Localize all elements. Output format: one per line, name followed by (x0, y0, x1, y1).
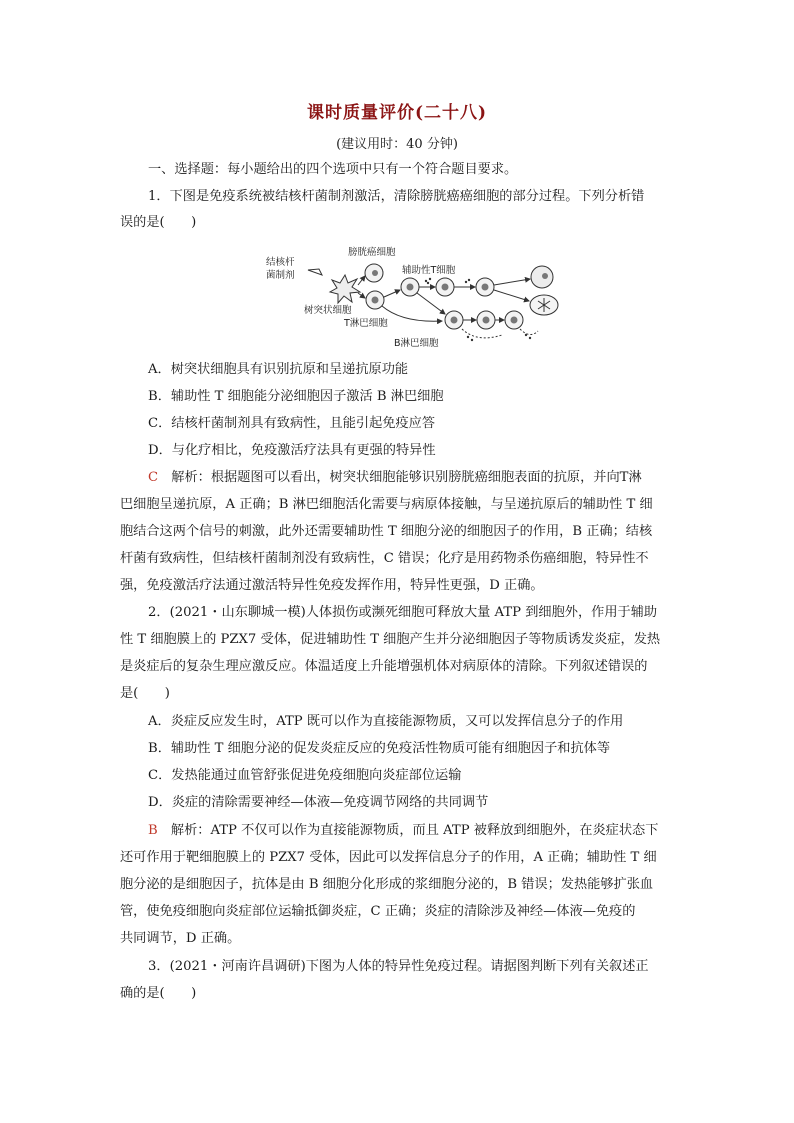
q1-option: C．结核杆菌制剂具有致病性，且能引起免疫应答 (148, 416, 436, 431)
q1-option: B．辅助性 T 细胞能分泌细胞因子激活 B 淋巴细胞 (148, 389, 444, 404)
q2-analysis-line: 胞分泌的是细胞因子，抗体是由 B 细胞分化形成的浆细胞分泌的，B 错误；发热能够扩张血 (120, 877, 654, 892)
section-heading: 一、选择题：每小题给出的四个选项中只有一个符合题目要求。 (148, 162, 518, 177)
q2-option: A．炎症反应发生时，ATP 既可以作为直接能源物质，又可以发挥信息分子的作用 (148, 714, 624, 729)
q2-stem-line: 是炎症后的复杂生理应激反应。体温适度上升能增强机体对病原体的清除。下列叙述错误的 (120, 659, 648, 674)
label-bcg-2: 菌制剂 (266, 270, 295, 281)
q1-analysis-line: C 解析：根据题图可以看出，树突状细胞能够识别膀胱癌细胞表面的抗原，并向T淋 (148, 470, 642, 485)
plasma-cell-nucleus (511, 317, 518, 324)
dendritic-cell (330, 275, 360, 303)
cytotoxic-t-cell-nucleus (482, 284, 489, 291)
q2-analysis-line: 共同调节，D 正确。 (120, 931, 241, 946)
q2-analysis-line: B 解析：ATP 不仅可以作为直接能源物质，而且 ATP 被释放到细胞外，在炎症状态下 (148, 823, 659, 838)
target-cancer-cell-nucleus (542, 273, 548, 279)
cytotoxic-t-cell-nucleus (442, 284, 449, 291)
page-title: 课时质量评价(二十八) (306, 103, 488, 123)
q2-option: B．辅助性 T 细胞分泌的促发炎症反应的免疫活性物质可能有细胞因子和抗体等 (148, 741, 611, 756)
q2-analysis-line: 管，使免疫细胞向炎症部位运输抵御炎症，C 正确；炎症的清除涉及神经—体液—免疫的 (120, 904, 636, 919)
q2-stem-line: 2．(2021・山东聊城一模)人体损伤或濒死细胞可释放大量 ATP 到细胞外，作用于辅助 (148, 605, 658, 620)
q1-stem-line: 误的是( ) (120, 215, 197, 230)
immune-process-diagram (262, 243, 562, 349)
label-t-lymphocyte: T淋巴细胞 (344, 318, 388, 329)
t-lymphocyte-nucleus (372, 297, 379, 304)
q2-answer: B (148, 823, 158, 838)
stimulus-arrow (308, 269, 322, 275)
helper-t-cell-nucleus (407, 284, 414, 291)
b-lymphocyte-nucleus (451, 317, 458, 324)
q1-option: D．与化疗相比，免疫激活疗法具有更强的特异性 (148, 443, 436, 458)
label-helper-t-cell: 辅助性T细胞 (402, 265, 456, 276)
q2-stem-line: 是( ) (120, 686, 170, 701)
q1-answer: C (148, 470, 159, 485)
q1-analysis-line: 胞结合这两个信号的刺激，此外还需要辅助性 T 细胞分泌的细胞因子的作用，B 正确；结核 (120, 524, 653, 539)
q2-option: D．炎症的清除需要神经—体液—免疫调节网络的共同调节 (148, 795, 489, 810)
q1-analysis-line: 强，免疫激活疗法通过激活特异性免疫发挥作用，特异性更强，D 正确。 (120, 578, 544, 593)
q2-option: C．发热能通过血管舒张促进免疫细胞向炎症部位运输 (148, 768, 462, 783)
q1-analysis-line: 巴细胞呈递抗原，A 正确；B 淋巴细胞活化需要与病原体接触，与呈递抗原后的辅助性 T 细 (120, 497, 653, 512)
label-cancer-cell: 膀胱癌细胞 (348, 247, 396, 258)
q1-option: A．树突状细胞具有识别抗原和呈递抗原功能 (148, 362, 409, 377)
label-b-lymphocyte: B淋巴细胞 (394, 338, 439, 349)
q3-stem-line: 确的是( ) (120, 986, 197, 1001)
q3-stem-line: 3．(2021・河南许昌调研)下图为人体的特异性免疫过程。请据图判断下列有关叙述正 (148, 959, 649, 974)
plasma-cell-nucleus (483, 317, 490, 324)
q1-analysis-line: 杆菌有致病性，但结核杆菌制剂没有致病性，C 错误；化疗是用药物杀伤癌细胞，特异性不 (120, 551, 649, 566)
q2-analysis-line: 还可作用于靶细胞膜上的 PZX7 受体，因此可以发挥信息分子的作用，A 正确；辅助性 T 细 (120, 850, 657, 865)
q2-stem-line: 性 T 细胞膜上的 PZX7 受体，促进辅助性 T 细胞产生并分泌细胞因子等物质诱发炎症，发热 (120, 632, 661, 647)
label-bcg-1: 结核杆 (266, 257, 295, 268)
target-cancer-cell (531, 266, 553, 288)
page-subtitle: (建议用时：40 分钟) (336, 137, 458, 152)
label-dendritic-cell: 树突状细胞 (304, 305, 352, 316)
cancer-cell-nucleus (372, 270, 378, 276)
q1-stem-line: 1．下图是免疫系统被结核杆菌制剂激活，清除膀胱癌癌细胞的部分过程。下列分析错 (148, 189, 645, 204)
